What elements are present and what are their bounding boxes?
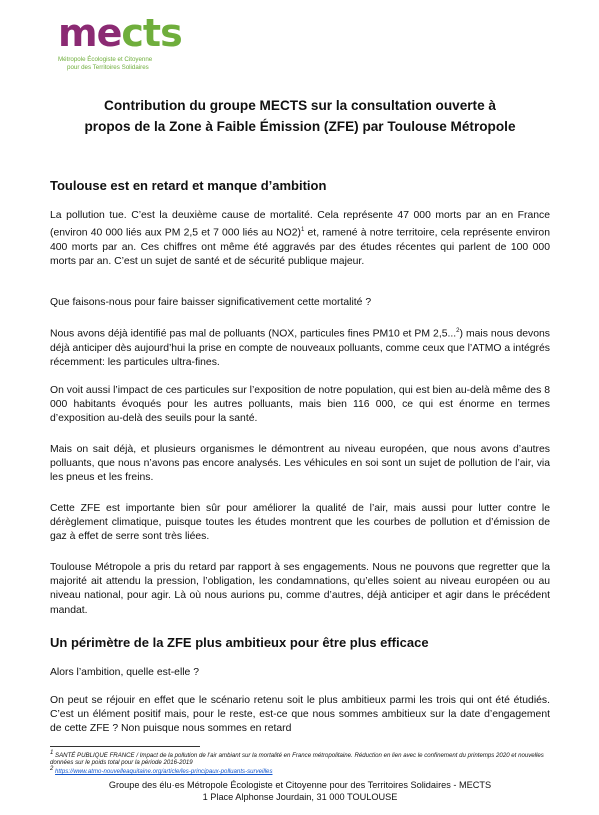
footnote-1 [50,750,550,767]
logo-wordmark-part1: me [58,11,122,55]
footnote-ref-2[interactable]: 2 [456,328,460,334]
s1p3-text: Nous avons déjà identifié pas mal de polluants (NOX, particules fines PM10 et PM 2,5... [50,328,457,340]
logo-wordmark [58,11,182,55]
section1-heading: Toulouse est en retard et manque d’ambition [50,178,327,193]
s1p1-text: La pollution tue. C’est la deuxième cause de mortalité. Cela représente 47 000 morts par an en France (environ 40 000 liés aux PM 2,5 et 7 000 liés au NO2) [50,210,550,239]
footer-line2: 1 Place Alphonse Jourdain, 31 000 TOULOUSE [202,792,398,802]
document-title [40,95,560,137]
footer-line1: Groupe des élu·es Métropole Écologiste et Citoyenne pour des Territoires Solidaires - MECTS [108,780,492,790]
footnote-1-text: / Impact de la pollution de l’air ambiant sur la mortalité en France métropolitaine. Réduction en lien avec le confinement du printemps 2020 et nouvelles données sur le poids total pour la période 2016-2019 [50,752,544,767]
page-footer [30,779,570,803]
section1-paragraph-1 [50,209,550,269]
footnote-separator [50,746,200,747]
section2-paragraph-1: Alors l’ambition, quelle est-elle ? [50,667,200,678]
footnote-2 [50,766,550,775]
s1p3-rest: ) mais nous devons déjà anticiper dès aujourd’hui la prise en compte de nouveaux polluants, comme ceux que l’ATMO a intégrés récemment: les particules ultra-fines. [50,328,550,368]
section2-paragraph-2: On peut se réjouir en effet que le scénario retenu soit le plus ambitieux parmi les trois qui ont été étudiés. C’est un élément positif mais, pour le reste, est-ce que nous sommes ambitieux sur la date d’engagement de cette ZFE ? Non puisque nous sommes en retard [50,695,550,735]
footnote-2-number: 2 [50,766,54,772]
footnote-1-source: SANTÉ PUBLIQUE FRANCE [55,752,135,760]
section1-paragraph-5: Mais on sait déjà, et plusieurs organismes le démontrent au niveau européen, que nous avons d’autres polluants, que nous n’avons pas encore analysés. Les véhicules en soi sont un sujet de pollution de l’air, via les pneus et les freins. [50,444,550,484]
section1-paragraph-7: Toulouse Métropole a pris du retard par rapport à ses engagements. Nous ne pouvons que regretter que la majorité ait attendu la pression, l’obligation, les condamnations, qu’elles soient au niveau européen ou au niveau national, pour agir. Là où nous aurions pu, comme d’autres, déjà anticiper et agir dans le précédent mandat. [50,562,550,616]
logo-tagline [58,56,188,71]
footnote-ref-1[interactable]: 1 [300,227,305,234]
section1-paragraph-6: Cette ZFE est importante bien sûr pour améliorer la qualité de l’air, mais aussi pour lutter contre le dérèglement climatique, puisque toutes les études montrent que les courbes de pollution et d’émission de gaz à effet de serre sont très liées. [50,503,550,543]
section1-paragraph-2: Que faisons-nous pour faire baisser significativement cette mortalité ? [50,297,372,308]
footnote-2-link[interactable]: https://www.atmo-nouvelleaquitaine.org/article/les-principaux-polluants-surveilles [55,768,273,776]
logo-tagline-line1: Métropole Écologiste et Citoyenne [58,56,153,63]
logo-wordmark-part2: cts [121,11,182,55]
section2-heading: Un périmètre de la ZFE plus ambitieux pour être plus efficace [50,635,429,650]
s1p1-rest: et, ramené à notre territoire, cela représente environ 400 morts par an. Ces chiffres ont même été aggravés par des études récentes qui parlent de 100 000 morts par an. C’est un sujet de santé et de sécurité publique majeur. [50,227,550,268]
mects-logo [58,11,188,78]
title-line2: propos de la Zone à Faible Émission (ZFE) par Toulouse Métropole [84,119,516,134]
footnote-1-number: 1 [50,750,54,756]
logo-tagline-line2: pour des Territoires Solidaires [67,63,149,71]
section1-paragraph-4: On voit aussi l’impact de ces particules sur l’exposition de notre population, qui est bien au-delà même des 8 000 habitants évoqués pour les autres polluants, mais bien 116 000, ce qui est énorme en termes d’exposition au-delà des seuils pour la santé. [50,385,550,425]
section1-paragraph-3 [50,324,550,370]
title-line1: Contribution du groupe MECTS sur la consultation ouverte à [104,98,496,113]
